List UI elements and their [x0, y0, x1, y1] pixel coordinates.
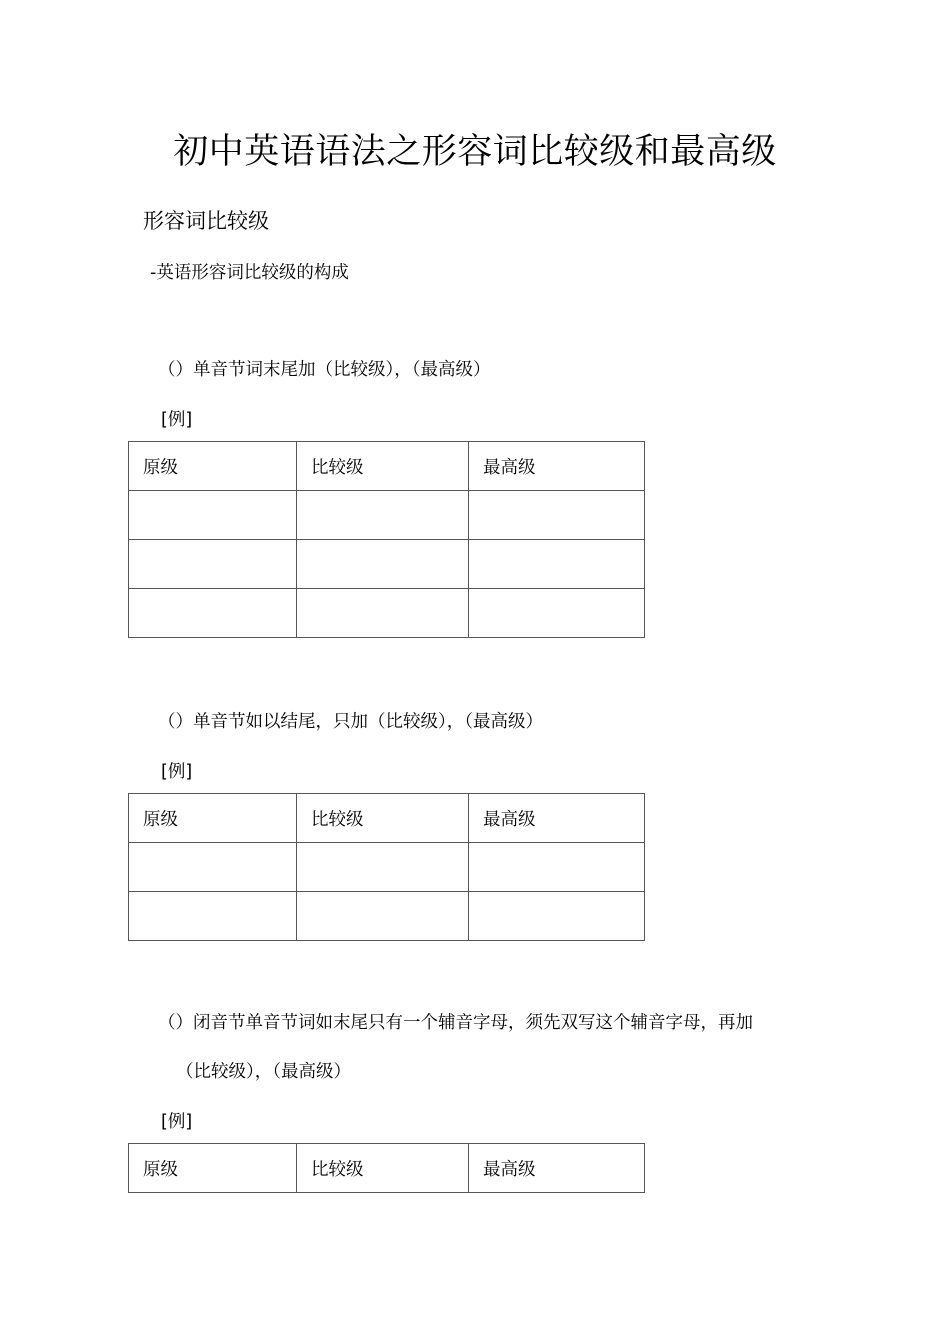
header-cell-comparative: 比较级 — [297, 1144, 469, 1193]
table-cell — [297, 491, 469, 540]
table-cell — [297, 540, 469, 589]
header-cell-superlative: 最高级 — [469, 1144, 645, 1193]
table-cell — [469, 491, 645, 540]
header-cell-base: 原级 — [129, 442, 297, 491]
table-row — [129, 589, 645, 638]
rule-text-1: （）单音节词末尾加（比较级），（最高级） — [158, 360, 491, 380]
header-cell-comparative: 比较级 — [297, 442, 469, 491]
table-row — [129, 540, 645, 589]
table-cell — [469, 540, 645, 589]
table-cell — [129, 892, 297, 941]
table-header-row — [129, 442, 645, 491]
table-cell — [297, 589, 469, 638]
table-header-row — [129, 1144, 645, 1193]
page-title: 初中英语语法之形容词比较级和最高级 — [173, 132, 777, 172]
header-cell-base: 原级 — [129, 1144, 297, 1193]
table-cell — [469, 843, 645, 892]
table-header-row — [129, 794, 645, 843]
table-cell — [129, 540, 297, 589]
rule-text-3-continued: （比较级），（最高级） — [176, 1062, 351, 1082]
example-table-1 — [128, 441, 645, 638]
table-cell — [469, 589, 645, 638]
table-row — [129, 892, 645, 941]
header-cell-base: 原级 — [129, 794, 297, 843]
rule-text-2: （）单音节如以结尾，只加（比较级），（最高级） — [158, 712, 543, 732]
header-cell-comparative: 比较级 — [297, 794, 469, 843]
example-label-1: [例] — [161, 410, 193, 430]
table-cell — [297, 843, 469, 892]
rule-text-3: （）闭音节单音节词如末尾只有一个辅音字母，须先双写这个辅音字母，再加 — [158, 1013, 753, 1033]
section-subheading: -英语形容词比较级的构成 — [150, 263, 349, 283]
table-cell — [129, 843, 297, 892]
table-cell — [129, 589, 297, 638]
table-row — [129, 843, 645, 892]
example-table-2 — [128, 793, 645, 941]
table-row — [129, 491, 645, 540]
header-cell-superlative: 最高级 — [469, 442, 645, 491]
table-cell — [469, 892, 645, 941]
table-cell — [297, 892, 469, 941]
section-heading: 形容词比较级 — [143, 209, 269, 233]
header-cell-superlative: 最高级 — [469, 794, 645, 843]
example-table-3 — [128, 1143, 645, 1193]
example-label-3: [例] — [161, 1112, 193, 1132]
table-cell — [129, 491, 297, 540]
example-label-2: [例] — [161, 762, 193, 782]
